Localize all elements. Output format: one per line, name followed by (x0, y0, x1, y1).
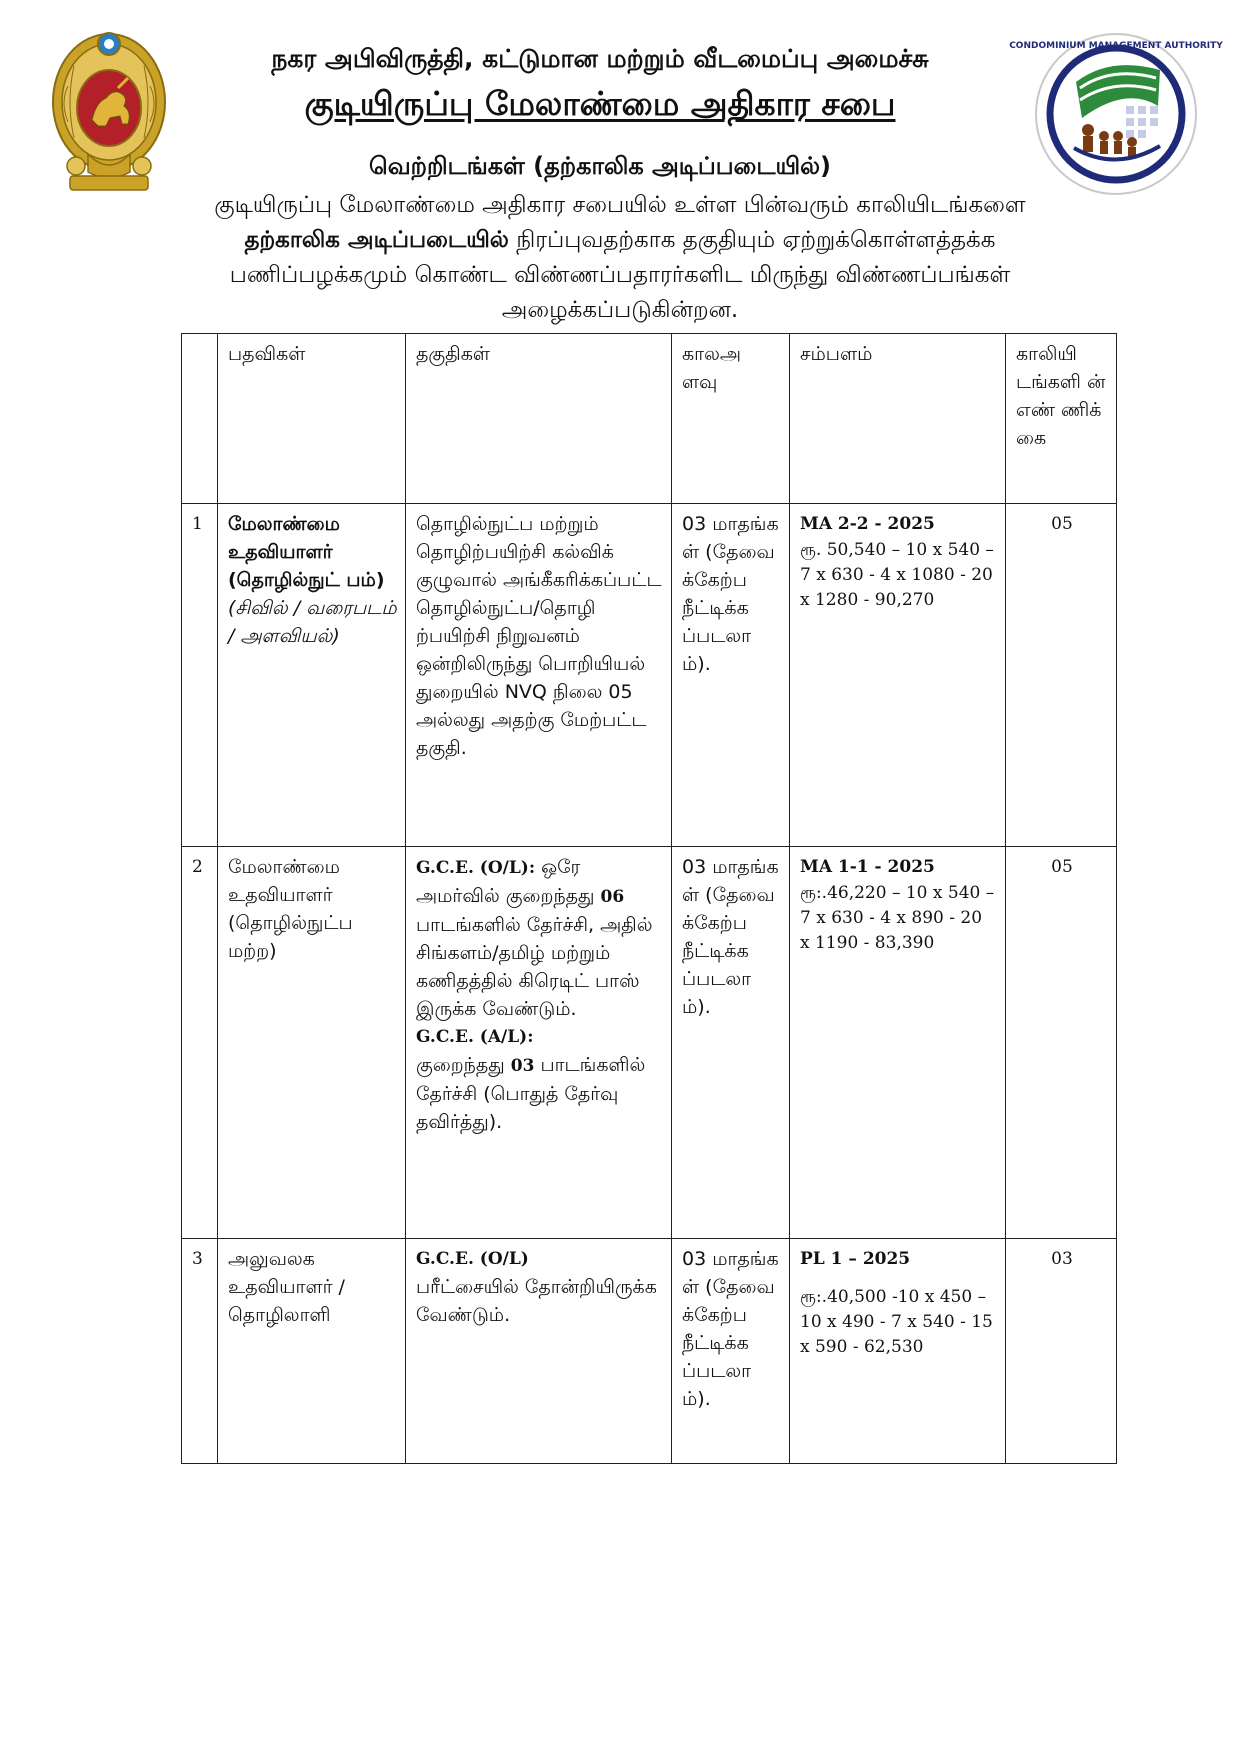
vacancy-count: 05 (1006, 847, 1117, 1239)
duration-cell: 03 மாதங்க ள் (தேவை க்கேற்ப நீட்டிக்க ப்படலா ம்). (672, 1239, 790, 1464)
qualification-text: பரீட்சையில் தோன்றியிருக்க வேண்டும். (416, 1276, 657, 1326)
table-row (182, 504, 1117, 847)
qualification-text: பாடங்களில் தேர்ச்சி (பொதுத் தேர்வு தவிர்த்து). (416, 1054, 646, 1133)
post-title: மேலாண்மை உதவியாளர் (தொழில்நுட் பம்) (228, 513, 385, 591)
qualification-text: பாடங்களில் தேர்ச்சி, அதில் சிங்களம்/தமிழ் மற்றும் கணிதத்தில் கிரெடிட் பாஸ் இருக்க வேண்டும். (416, 914, 653, 1020)
gce-ol-label: G.C.E. (O/L) (416, 1249, 529, 1269)
intro-text-1: குடியிருப்பு மேலாண்மை அதிகார சபையில் உள்ள பின்வரும் காலியிடங்களை (214, 192, 1026, 218)
salary-cell (790, 1239, 1006, 1464)
salary-cell (790, 847, 1006, 1239)
national-emblem-icon (48, 26, 170, 196)
table-row (182, 1239, 1117, 1464)
gce-al-label: G.C.E. (A/L): (416, 1027, 534, 1047)
table-row (182, 847, 1117, 1239)
header-posts: பதவிகள் (218, 334, 406, 504)
salary-cell (790, 504, 1006, 847)
gce-ol-label: G.C.E. (O/L): (416, 858, 536, 878)
post-cell (218, 504, 406, 847)
salary-scale: ரூ:.46,220 – 10 x 540 –7 x 630 - 4 x 890 - 20 x 1190 - 83,390 (800, 883, 995, 953)
header-number-cell (182, 334, 218, 504)
vacancy-count: 05 (1006, 504, 1117, 847)
ministry-name: நகர அபிவிருத்தி, கட்டுமான மற்றும் வீடமைப்பு அமைச்சு (271, 44, 929, 73)
row-number: 2 (182, 847, 218, 1239)
salary-code: MA 2-2 - 2025 (800, 514, 935, 534)
duration-cell: 03 மாதங்க ள் (தேவை க்கேற்ப நீட்டிக்க ப்படலா ம்). (672, 504, 790, 847)
authority-logo-icon (1009, 26, 1223, 202)
intro-text-2: நிரப்புவதற்காக தகுதியும் ஏற்றுக்கொள்ளத்தக்க பணிப்பழக்கமும் கொண்ட விண்ணப்பதாரர்களிட மிருந்து விண்ணப்பங்கள் அழைக்கப்படுகின்றன. (229, 227, 1011, 323)
intro-paragraph (190, 188, 1050, 328)
vacancy-count: 03 (1006, 1239, 1117, 1464)
table-header-row (182, 334, 1117, 504)
qualification-text: குறைந்தது (416, 1054, 511, 1076)
intro-bold-text: தற்காலிக அடிப்படையில் (244, 227, 509, 253)
vacancies-table (181, 333, 1117, 1464)
header-salary: சம்பளம் (790, 334, 1006, 504)
salary-code: PL 1 – 2025 (800, 1249, 911, 1269)
qualification-cell (406, 1239, 672, 1464)
salary-code: MA 1-1 - 2025 (800, 857, 935, 877)
qualification-cell (406, 847, 672, 1239)
header-qualifications: தகுதிகள் (406, 334, 672, 504)
row-number: 3 (182, 1239, 218, 1464)
subject-count: 06 (600, 887, 625, 907)
header-vacancies: காலியி டங்களி ன் எண் ணிக் கை (1006, 334, 1117, 504)
post-cell: அலுவலக உதவியாளர் / தொழிலாளி (218, 1239, 406, 1464)
header-duration: காலஅ ளவு (672, 334, 790, 504)
qualification-cell: தொழில்நுட்ப மற்றும் தொழிற்பயிற்சி கல்விக் குழுவால் அங்கீகரிக்கப்பட்ட தொழில்நுட்ப/தொழி ற்பயிற்சி நிறுவனம் ஒன்றிலிருந்து பொறியியல் துறையில் NVQ நிலை 05 அல்லது அதற்கு மேற்பட்ட தகுதி. (406, 504, 672, 847)
salary-scale: ரூ:.40,500 -10 x 450 – 10 x 490 - 7 x 540 - 15 x 590 - 62,530 (800, 1287, 993, 1357)
authority-name: குடியிருப்பு மேலாண்மை அதிகார சபை (304, 84, 896, 123)
svg-text:CONDOMINIUM MANAGEMENT AUTHORI: CONDOMINIUM MANAGEMENT AUTHORITY (1009, 41, 1223, 51)
qualification-text: ஒரே அமர்வில் குறைந்தது (416, 856, 601, 907)
post-cell: மேலாண்மை உதவியாளர் (தொழில்நுட்ப மற்ற) (218, 847, 406, 1239)
duration-cell: 03 மாதங்க ள் (தேவை க்கேற்ப நீட்டிக்க ப்படலா ம்). (672, 847, 790, 1239)
salary-scale: ரூ. 50,540 – 10 x 540 –7 x 630 - 4 x 1080 - 20 x 1280 - 90,270 (800, 540, 994, 610)
row-number: 1 (182, 504, 218, 847)
post-subtitle: (சிவில் / வரைபடம் / அளவியல்) (228, 597, 397, 647)
vacancies-title: வெற்றிடங்கள் (தற்காலிக அடிப்படையில்) (369, 152, 831, 180)
subject-count: 03 (510, 1056, 535, 1076)
